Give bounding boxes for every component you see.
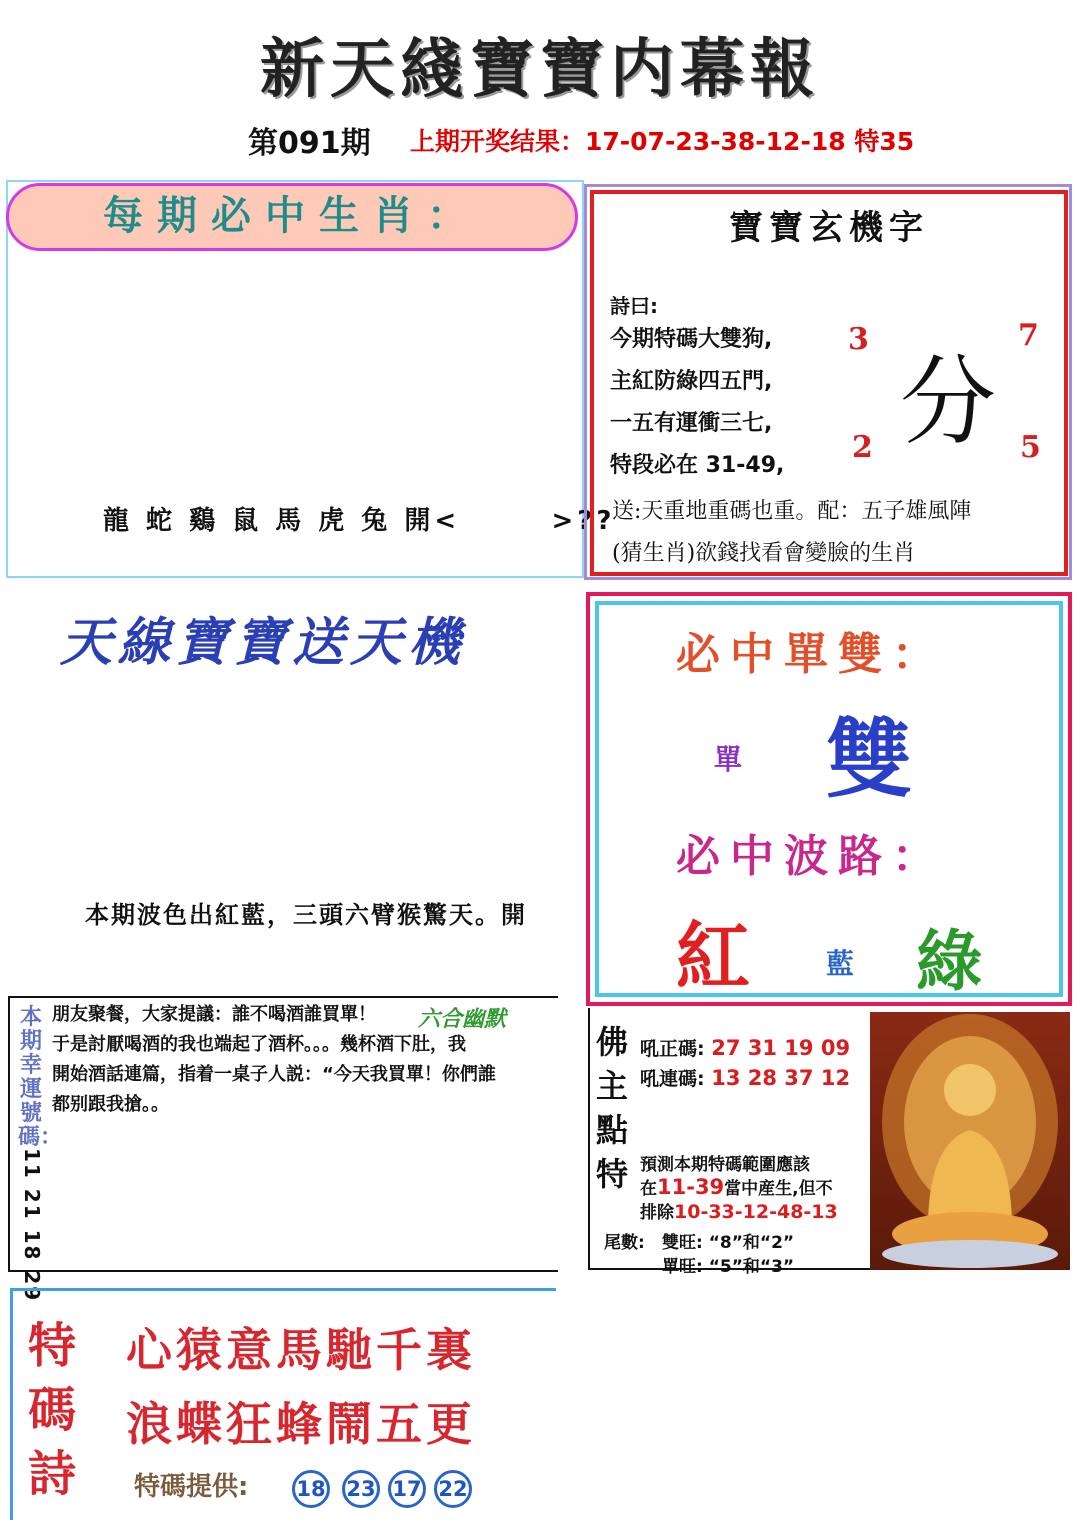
buddha-figure [870,1012,1070,1270]
lian-row [640,1064,850,1091]
wave-red: 紅 [676,914,750,1000]
prediction-line-2 [640,1174,833,1199]
lucky-vertical-label: 本期幸運號碼： [18,1005,63,1150]
buddha-char: 特 [595,1155,628,1193]
issue-number: 第091期 [248,126,371,161]
tail-odd: 單旺: “5”和“3” [662,1257,795,1277]
wave-blue: 藍 [826,947,855,980]
range: 11-39 [657,1175,725,1199]
buddha-char: 主 [595,1067,628,1105]
lian-numbers: 13 28 37 12 [711,1066,851,1090]
poem-label: 詩曰: [610,294,658,318]
poem-line-1: 今期特碼大雙狗, [610,327,773,352]
tianji-line: 本期波色出紅藍，三頭六臂猴驚天。開 [85,901,527,929]
secret-number: 2 [852,430,873,465]
secret-number: 3 [848,322,869,357]
vertical-char: 特 [27,1318,76,1374]
number-ball: 22 [434,1470,472,1508]
lucky-numbers: 11 21 18 29 [20,1148,44,1303]
poem-line-2: 浪蝶狂蜂鬧五更 [126,1397,476,1451]
zheng-numbers: 27 31 19 09 [711,1036,851,1060]
provide-label: 特碼提供: [134,1472,249,1502]
buddha-vertical [594,1020,630,1196]
exclude-numbers: 10-33-12-48-13 [674,1201,838,1223]
tail-label: 尾數: [604,1233,645,1253]
odd-label: 單 [714,743,743,776]
poem-line-2: 主紅防綠四五門, [610,369,773,394]
number-ball: 18 [292,1470,330,1508]
zheng-row [640,1034,850,1061]
zodiac-heading: 每期必中生肖： [6,183,578,251]
prediction-line-3 [640,1198,838,1223]
text: 在 [640,1179,657,1199]
buddha-char: 佛 [595,1023,628,1061]
tianji-title: 天線寶寶送天機 [60,612,467,673]
joke-line: 朋友聚餐，大家提議：誰不喝酒誰買單！ [52,1004,376,1025]
secret-number: 5 [1020,430,1041,465]
odd-even-heading: 必中單雙： [676,629,946,680]
secret-number: 7 [1018,318,1039,353]
last-result: 上期开奖结果：17-07-23-38-12-18 特35 [410,127,915,156]
even-label: 雙 [826,709,912,810]
wave-green: 綠 [916,922,982,1000]
liuhe-tag: 六合幽默 [418,1007,507,1032]
poem-line-4: 特段必在 31-49, [610,453,785,478]
secret-guess: (猜生肖)欲錢找看會變臉的生肖 [612,541,916,566]
special-poem-vertical [24,1314,80,1506]
zheng-label: 吼正碼: [640,1038,705,1060]
poem-line-3: 一五有運衝三七, [610,411,773,436]
number-ball: 23 [342,1470,380,1508]
vertical-char: 詩 [27,1446,76,1502]
secret-send: 送:天重地重碼也重。配：五子雄風陣 [612,499,972,524]
buddha-char: 點 [595,1111,628,1149]
zodiac-list: 龍 蛇 鷄 鼠 馬 虎 兔 開< >?? [103,506,616,536]
tail-even: 雙旺: “8”和“2” [662,1233,795,1253]
number-ball: 17 [388,1470,426,1508]
prediction-line-1: 預測本期特碼範圍應該 [640,1155,810,1175]
wave-heading: 必中波路： [676,831,946,882]
buddha-image [870,1012,1070,1270]
text: 當中産生,但不 [724,1179,833,1199]
newspaper-title: 新天綫寶寶内幕報 [260,32,820,107]
vertical-char: 碼 [27,1382,76,1438]
joke-line: 都别跟我搶。。 [52,1094,169,1115]
joke-line: 于是討厭喝酒的我也端起了酒杯。。。幾杯酒下肚，我 [52,1034,466,1055]
poem-line-1: 心猿意馬馳千裏 [126,1323,476,1377]
secret-big-char: 分 [900,346,996,458]
joke-line: 開始酒話連篇，指着一桌子人説：“今天我買單！你們誰 [52,1064,496,1085]
secret-title: 寶寶玄機字 [729,208,929,248]
lian-label: 吼連碼: [640,1068,705,1090]
text: 排除 [640,1203,674,1223]
